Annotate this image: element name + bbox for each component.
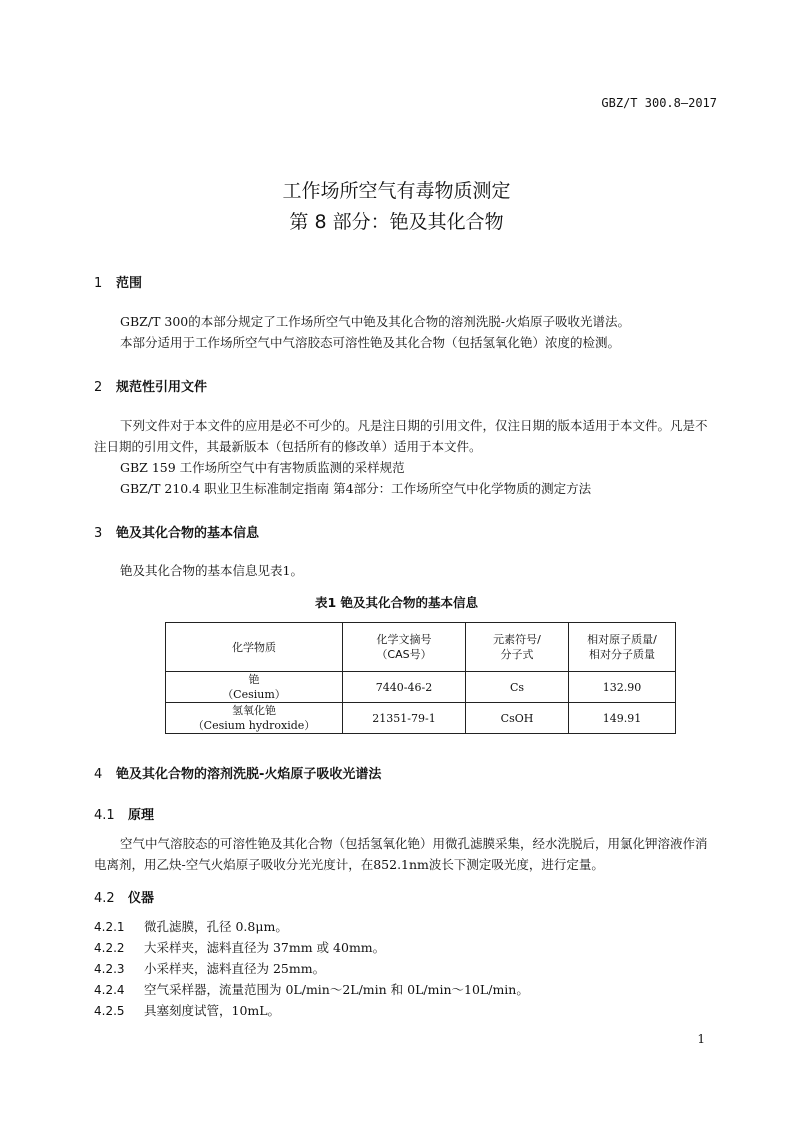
document-code: GBZ/T 300.8—2017 — [601, 96, 717, 110]
paragraph: 本部分适用于工作场所空气中气溶胶态可溶性铯及其化合物（包括氢氧化铯）浓度的检测。 — [120, 335, 621, 350]
list-item — [94, 1001, 280, 1019]
paragraph: 铯及其化合物的基本信息见表1。 — [120, 563, 303, 578]
section-4-2-heading — [94, 887, 154, 906]
section-3-heading — [94, 522, 259, 541]
section-number: 3 — [94, 526, 103, 541]
section-number: 4 — [94, 767, 103, 782]
header-cell: 元素符号/ 分子式 — [466, 623, 569, 672]
table-caption: 表1 铯及其化合物的基本信息 — [314, 595, 479, 610]
section-title: 规范性引用文件 — [116, 380, 208, 395]
table-header-row — [166, 623, 676, 672]
item-number: 4.2.5 — [94, 1004, 125, 1018]
section-number: 4.2 — [94, 891, 115, 906]
section-number: 1 — [94, 276, 103, 291]
item-number: 4.2.3 — [94, 962, 125, 976]
section-4-1-heading — [94, 804, 154, 823]
table-row — [166, 672, 676, 703]
page-number: 1 — [697, 1032, 705, 1046]
item-text: 小采样夹，滤料直径为 25mm。 — [144, 961, 326, 976]
item-text: 大采样夹，滤料直径为 37mm 或 40mm。 — [144, 940, 386, 955]
list-item — [94, 917, 288, 935]
section-number: 2 — [94, 380, 103, 395]
section-title: 原理 — [128, 808, 155, 823]
table-cell: 7440-46-2 — [343, 672, 466, 703]
section-title: 铯及其化合物的基本信息 — [116, 526, 260, 541]
list-item — [94, 959, 325, 977]
list-item — [94, 980, 529, 998]
section-1-heading — [94, 272, 142, 291]
section-title: 范围 — [116, 276, 143, 291]
table-cell: 铯 （Cesium） — [166, 672, 343, 703]
section-2-heading — [94, 376, 207, 395]
header-cell: 化学文摘号 （CAS号） — [343, 623, 466, 672]
section-title: 仪器 — [128, 891, 155, 906]
header-cell: 化学物质 — [166, 623, 343, 672]
section-4-heading — [94, 763, 381, 782]
paragraph: 空气中气溶胶态的可溶性铯及其化合物（包括氢氧化铯）用微孔滤膜采集，经水洗脱后，用氯化钾溶液作消电离剂，用乙炔-空气火焰原子吸收分光光度计，在852.1nm波长下测定吸光度，进行定量。 — [94, 836, 708, 872]
section-number: 4.1 — [94, 808, 115, 823]
table-cell: 21351-79-1 — [343, 703, 466, 734]
item-text: 空气采样器，流量范围为 0L/min～2L/min 和 0L/min～10L/min。 — [144, 982, 529, 997]
table-cell: 149.91 — [569, 703, 676, 734]
list-item — [94, 938, 385, 956]
section-title: 铯及其化合物的溶剂洗脱-火焰原子吸收光谱法 — [116, 767, 382, 782]
table-cell: 132.90 — [569, 672, 676, 703]
paragraph: 下列文件对于本文件的应用是必不可少的。凡是注日期的引用文件，仅注日期的版本适用于本文件。凡是不注日期的引用文件，其最新版本（包括所有的修改单）适用于本文件。 — [94, 418, 708, 454]
header-cell: 相对原子质量/ 相对分子质量 — [569, 623, 676, 672]
item-number: 4.2.4 — [94, 983, 125, 997]
document-title: 工作场所空气有毒物质测定 — [282, 180, 511, 202]
reference-item: GBZ/T 210.4 职业卫生标准制定指南 第4部分：工作场所空气中化学物质的测定方法 — [120, 481, 592, 496]
item-number: 4.2.2 — [94, 941, 125, 955]
item-text: 具塞刻度试管，10mL。 — [144, 1003, 281, 1018]
table-cell: Cs — [466, 672, 569, 703]
table-row — [166, 703, 676, 734]
table-cell: CsOH — [466, 703, 569, 734]
document-subtitle: 第 8 部分：铯及其化合物 — [289, 211, 504, 233]
reference-item: GBZ 159 工作场所空气中有害物质监测的采样规范 — [120, 460, 405, 475]
paragraph: GBZ/T 300的本部分规定了工作场所空气中铯及其化合物的溶剂洗脱-火焰原子吸收光谱法。 — [120, 314, 630, 329]
item-text: 微孔滤膜，孔径 0.8μm。 — [144, 919, 288, 934]
item-number: 4.2.1 — [94, 920, 125, 934]
basic-info-table — [165, 622, 676, 734]
table-cell: 氢氧化铯 （Cesium hydroxide） — [166, 703, 343, 734]
